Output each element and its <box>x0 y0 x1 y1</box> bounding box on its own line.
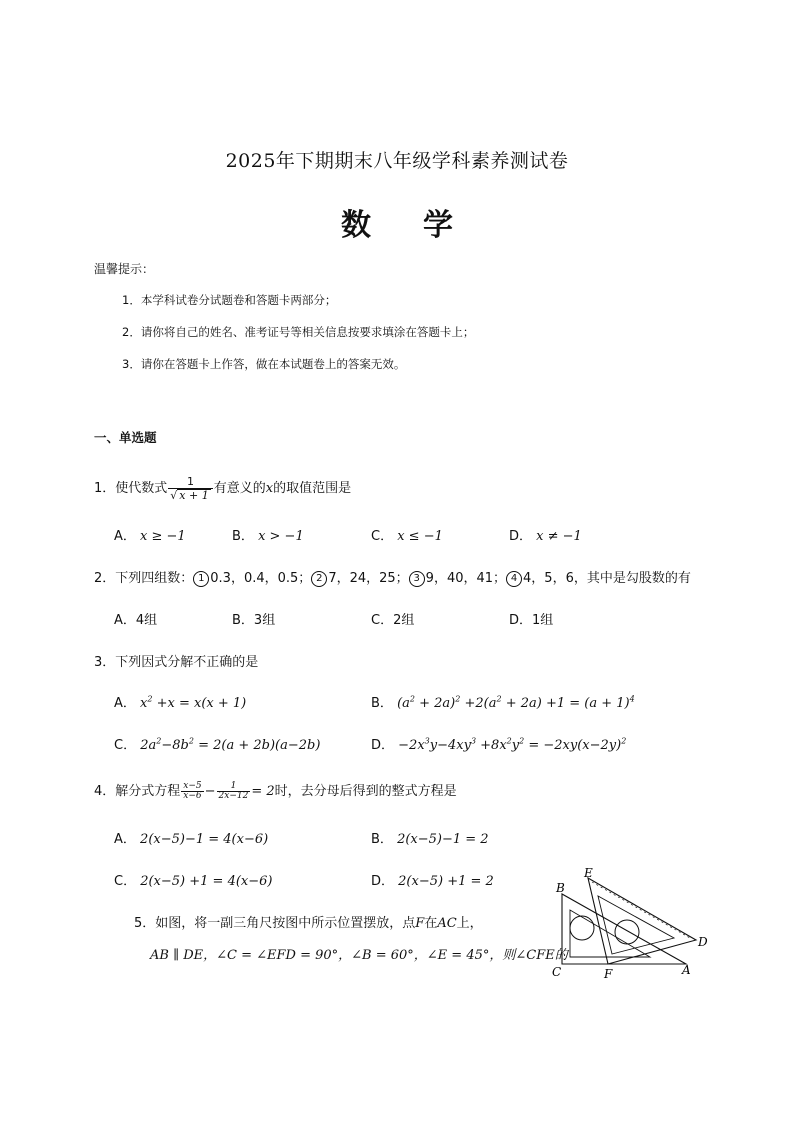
option-label: A． <box>114 832 136 847</box>
q2-group: 0.3，0.4，0.5； <box>210 571 312 586</box>
option-formula: $-2x^3y-4xy^3 +8x^2y^2 = -2xy(x-2y)^2$ <box>398 736 627 753</box>
triangle-abc <box>562 894 686 964</box>
q1-suffix-a: 有意义的 <box>213 481 266 497</box>
option-formula: $2a^2-8b^2 = 2(a + 2b)(a-2b)$ <box>140 736 321 753</box>
q2-group: 7，24，25； <box>328 571 409 586</box>
ruler-ticks <box>592 882 690 938</box>
q5-point-f: F <box>415 916 425 931</box>
option-label: D． <box>371 738 395 753</box>
option-label: D． <box>509 529 533 544</box>
option-formula: $(a^2 + 2a)^2 +2(a^2 + 2a) +1 = (a + 1)^4$ <box>397 694 635 711</box>
exam-title: 2025年下期期末八年级学科素养测试卷 <box>225 150 569 172</box>
q1-option-c <box>371 525 443 544</box>
q1-option-d <box>509 525 582 544</box>
option-text: 2(x−5) +1 = 4(x−6) <box>140 874 273 889</box>
q1-suffix-b: 的取值范围是 <box>273 481 352 497</box>
q3-option-d <box>371 734 626 753</box>
option-text: 2(x−5)−1 = 4(x−6) <box>140 832 269 847</box>
label-c: C <box>552 965 562 979</box>
section-heading: 一、单选题 <box>94 430 157 445</box>
question-3-stem: 3．下列因式分解不正确的是 <box>94 655 259 670</box>
option-text: x ≤ −1 <box>397 529 443 544</box>
option-text: x ≥ −1 <box>140 529 186 544</box>
set-square-hole <box>570 916 594 940</box>
option-label: C． <box>114 874 137 889</box>
q5-text: 在 <box>424 916 438 931</box>
q4-fraction-1 <box>181 782 203 802</box>
option-label: A． <box>114 696 136 711</box>
option-text: x ≠ −1 <box>536 529 582 544</box>
circled-number: 3 <box>409 571 425 587</box>
q3-option-b <box>371 692 635 711</box>
set-squares-figure <box>548 868 718 983</box>
q1-frac-num: 1 <box>168 476 212 489</box>
option-text: 4组 <box>135 613 158 628</box>
triangle-efd-inner <box>598 896 674 954</box>
label-a: A <box>682 963 691 977</box>
option-text: 2(x−5) +1 = 2 <box>398 874 494 889</box>
option-label: B． <box>371 832 393 847</box>
label-b: B <box>556 881 565 895</box>
q2-option-a <box>114 609 157 628</box>
circled-number: 1 <box>193 571 209 587</box>
option-text: 1组 <box>532 613 554 628</box>
q3-option-c <box>114 734 320 753</box>
option-text: x > −1 <box>258 529 304 544</box>
question-5-line-2: AB ∥ DE，∠C = ∠EFD = 90°，∠B = 60°，∠E = 45°，则∠CFE的 <box>150 948 568 963</box>
q2-option-c <box>371 609 414 628</box>
q2-group: 4，5，6，其中是勾股数的有 <box>523 571 691 586</box>
option-text: 2组 <box>393 613 415 628</box>
circled-number: 4 <box>506 571 522 587</box>
label-e: E <box>584 868 593 880</box>
frac-den: x−6 <box>183 791 202 801</box>
q5-text: 上， <box>456 916 483 931</box>
option-label: A． <box>114 613 136 628</box>
q4-suffix: 时，去分母后得到的整式方程是 <box>274 784 457 799</box>
option-label: C． <box>114 738 137 753</box>
circled-number: 2 <box>311 571 327 587</box>
label-d: D <box>698 935 708 949</box>
option-label: C． <box>371 613 394 628</box>
q1-option-a <box>114 525 186 544</box>
tips-heading: 温馨提示： <box>94 262 155 276</box>
tip-item: 2．请你将自己的姓名、准考证号等相关信息按要求填涂在答题卡上； <box>122 325 475 339</box>
q1-variable: x <box>265 481 274 497</box>
q2-group: 9，40，41； <box>425 571 507 586</box>
option-text: 3组 <box>253 613 276 628</box>
q2-option-d <box>509 609 553 628</box>
q4-option-d <box>371 870 494 889</box>
option-label: B． <box>232 613 254 628</box>
q5-text: 5．如图，将一副三角尺按图中所示位置摆放，点 <box>134 916 416 931</box>
option-text: 2(x−5)−1 = 2 <box>397 832 489 847</box>
tip-item: 3．请你在答题卡上作答，做在本试题卷上的答案无效。 <box>122 357 406 371</box>
tip-item: 1．本学科试卷分试题卷和答题卡两部分； <box>122 293 337 307</box>
option-label: B． <box>371 696 393 711</box>
question-2-stem <box>94 567 691 587</box>
option-formula: $x^2 +x = x(x + 1)$ <box>140 694 247 711</box>
q1-fraction <box>168 476 212 501</box>
q1-frac-den: √ x + 1 <box>170 488 209 502</box>
q4-option-a <box>114 828 268 847</box>
q1-radicand: x + 1 <box>179 488 209 502</box>
q4-fraction-2 <box>217 782 251 802</box>
option-label: B． <box>232 529 254 544</box>
q4-equals: = 2 <box>251 784 275 799</box>
q4-option-c <box>114 870 273 889</box>
question-4-stem <box>94 780 457 801</box>
q4-option-b <box>371 828 489 847</box>
set-square-hole <box>615 920 639 944</box>
question-5-line-1 <box>134 912 483 931</box>
option-label: A． <box>114 529 136 544</box>
frac-den: 2x−12 <box>218 791 249 801</box>
q2-prefix: 2．下列四组数： <box>94 571 194 586</box>
option-label: C． <box>371 529 394 544</box>
q2-option-b <box>232 609 275 628</box>
q3-option-a <box>114 692 246 711</box>
label-f: F <box>604 967 613 981</box>
q1-option-b <box>232 525 304 544</box>
option-label: D． <box>371 874 395 889</box>
subject-title: 数学 <box>341 208 505 243</box>
q4-prefix: 4．解分式方程 <box>94 784 181 799</box>
q5-segment-ac: AC <box>437 916 457 931</box>
question-1-stem <box>94 476 351 501</box>
q4-minus: − <box>204 784 216 799</box>
q1-prefix: 1．使代数式 <box>94 481 168 497</box>
frac-num: 1 <box>217 782 251 792</box>
frac-num: x−5 <box>183 780 202 791</box>
option-label: D． <box>509 613 533 628</box>
triangle-abc-inner <box>570 910 650 957</box>
